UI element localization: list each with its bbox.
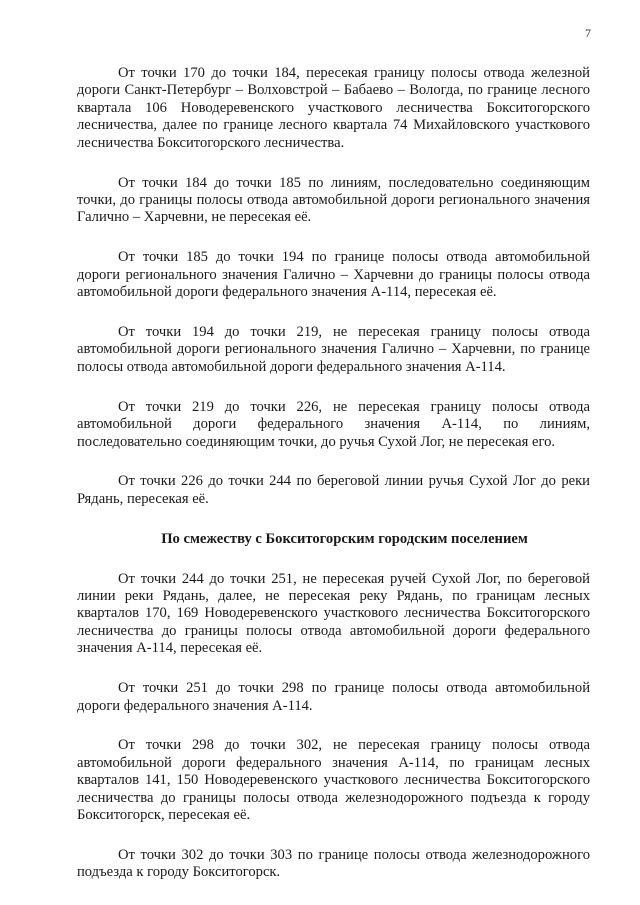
paragraph-302-303: От точки 302 до точки 303 по границе полосы отвода железнодорожного подъезда к городу Бокситогорск. xyxy=(77,847,590,881)
paragraph-185-194: От точки 185 до точки 194 по границе полосы отвода автомобильной дороги регионального значения Галично – Харчевни до границы полосы отвода автомобильной дороги федерального значения А-114, пересекая её. xyxy=(77,249,590,301)
paragraph-184-185: От точки 184 до точки 185 по линиям, последовательно соединяющим точки, до границы полосы отвода автомобильной дороги регионального значения Галично – Харчевни, не пересекая её. xyxy=(77,174,590,226)
paragraph-298-302: От точки 298 до точки 302, не пересекая границу полосы отвода автомобильной дороги федерального значения А-114, по границам лесных кварталов 141, 150 Новодеревенского участкового лесничества Бокситогорского лесничества до границы полосы отвода железнодорожного подъезда к городу Бокситогорск, пересекая её. xyxy=(77,737,590,824)
page-number: 7 xyxy=(585,26,591,40)
document-body xyxy=(77,65,590,882)
paragraph-244-251: От точки 244 до точки 251, не пересекая ручей Сухой Лог, по береговой линии реки Рядань, далее, не пересекая реку Рядань, по границам лесных кварталов 170, 169 Новодеревенского участкового лесничества Бокситогорского лесничества до границы полосы отвода автомобильной дороги федерального значения А-114, пересекая её. xyxy=(77,570,590,657)
paragraph-194-219: От точки 194 до точки 219, не пересекая границу полосы отвода автомобильной дороги регионального значения Галично – Харчевни, по границе полосы отвода автомобильной дороги федерального значения А-114. xyxy=(77,323,590,375)
paragraph-251-298: От точки 251 до точки 298 по границе полосы отвода автомобильной дороги федерального значения А-114. xyxy=(77,680,590,714)
section-heading: По смежеству с Бокситогорским городским поселением xyxy=(161,530,528,547)
paragraph-170-184: От точки 170 до точки 184, пересекая границу полосы отвода железной дороги Санкт-Петербург – Волховстрой – Бабаево – Вологда, по границе лесного квартала 106 Новодеревенского участкового лесничества Бокситогорского лесничества, далее по границе лесного квартала 74 Михайловского участкового лесничества Бокситогорского лесничества. xyxy=(77,65,590,151)
paragraph-226-244: От точки 226 до точки 244 по береговой линии ручья Сухой Лог до реки Рядань, пересекая её. xyxy=(77,473,590,507)
paragraph-219-226: От точки 219 до точки 226, не пересекая границу полосы отвода автомобильной дороги федерального значения А-114, по линиям, последовательно соединяющим точки, до ручья Сухой Лог, не пересекая его. xyxy=(77,398,590,450)
